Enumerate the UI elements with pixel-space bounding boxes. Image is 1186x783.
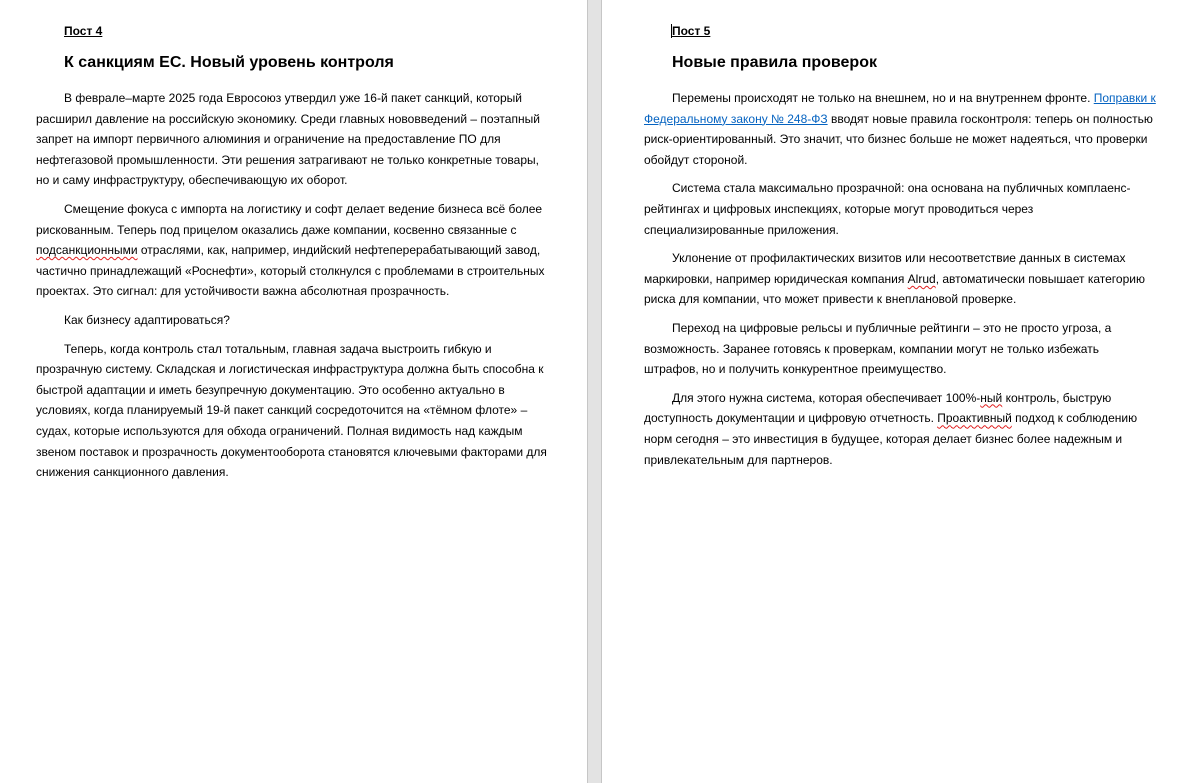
post-5-title: Новые правила проверок [672, 54, 877, 71]
spelling-error-word[interactable]: подсанкционными [36, 243, 138, 258]
spelling-error-word[interactable]: Проактивный [937, 411, 1012, 426]
post-5-paragraph-3-text-a: Уклонение от профилактических визитов или несоответствие данных в системах маркировки, например юридическая компания [644, 251, 1126, 286]
post-5-paragraph-3-text-b: , автоматически повышает категорию риска для компании, что может привести к внеплановой проверке. [644, 271, 1145, 307]
post-5-paragraph-2: Система стала максимально прозрачной: она основана на публичных комплаенс-рейтингах и цифровых инспекциях, которые могут проводиться через специализированные приложения. [644, 181, 1131, 237]
post-5-paragraph-1-text-b: вводят новые правила госконтроля: теперь он полностью риск-ориентированный. Это значит, что бизнес больше не может надеяться, что проверки обойдут стороной. [644, 111, 1153, 167]
post-4-paragraph-4: Теперь, когда контроль стал тотальным, главная задача выстроить гибкую и прозрачную систему. Складская и логистическая инфраструктура должна быть способна к быстрой адаптации и иметь безупречную документацию. Это особенно актуально в условиях, когда планируемый 19-й пакет санкций сосредоточится на «тёмном флоте» – судах, которые используются для обхода ограничений. Полная видимость над каждым звеном поставок и прозрачность документооборота становятся ключевыми факторами для снижения санкционного давления. [36, 341, 547, 480]
page-right-content[interactable] [644, 22, 1156, 478]
spelling-error-word[interactable]: ный [980, 390, 1003, 405]
post-4-label: Пост 4 [64, 24, 103, 38]
post-4-paragraph-1: В феврале–марте 2025 года Евросоюз утвердил уже 16-й пакет санкций, который расширил давление на российскую экономику. Среди главных нововведений – поэтапный запрет на импорт первичного алюминия и ограничение на предоставление ПО для нефтегазовой промышленности. Эти решения затрагивают не только конкретные товары, но и саму инфраструктуру, обеспечивающую их оборот. [36, 91, 540, 188]
post-5-paragraph-5 [644, 388, 1156, 470]
post-5-paragraph-1-text-a: Перемены происходят не только на внешнем, но и на внутреннем фронте. [672, 91, 1094, 105]
post-5-paragraph-5-text-c: подход к соблюдению норм сегодня – это инвестиция в будущее, которая делает бизнес более надежным и привлекательным для партнеров. [644, 411, 1138, 467]
post-4-title: К санкциям ЕС. Новый уровень контроля [64, 54, 394, 71]
post-5-paragraph-4: Переход на цифровые рельсы и публичные рейтинги – это не просто угроза, а возможность. Заранее готовясь к проверкам, компании могут не только избежать штрафов, но и получить конкурентное преимущество. [644, 320, 1112, 377]
document-page-left[interactable] [0, 0, 587, 783]
spelling-error-word[interactable]: Alrud [907, 271, 936, 286]
page-left-content[interactable] [36, 22, 548, 491]
post-5-label: Пост 5 [672, 24, 711, 38]
post-4-paragraph-2 [36, 199, 548, 302]
post-5-paragraph-1 [644, 88, 1156, 170]
post-4-paragraph-2-text-a: Смещение фокуса с импорта на логистику и софт делает ведение бизнеса всё более рискованным. Теперь под прицелом оказались даже компании, косвенно связанные с [36, 201, 543, 237]
post-5-paragraph-5-text-b: контроль, быструю доступность документации и цифровую отчетность. [644, 390, 1112, 426]
text-cursor [671, 24, 672, 38]
post-5-paragraph-3 [644, 248, 1156, 310]
document-page-right[interactable] [602, 0, 1186, 783]
post-5-paragraph-5-text-a: Для этого нужна система, которая обеспечивает 100%- [672, 390, 981, 405]
post-4-paragraph-3: Как бизнесу адаптироваться? [64, 312, 230, 327]
post-4-paragraph-2-text-b: отраслями, как, например, индийский нефтеперерабатывающий завод, частично принадлежащий «Роснефти», который столкнулся с проблемами в строительных проектах. Это сигнал: для устойчивости важна абсолютная прозрачность. [36, 243, 545, 299]
federal-law-248-link[interactable]: Поправки к Федеральному закону № 248-ФЗ [644, 91, 1156, 126]
page-gutter [587, 0, 602, 783]
